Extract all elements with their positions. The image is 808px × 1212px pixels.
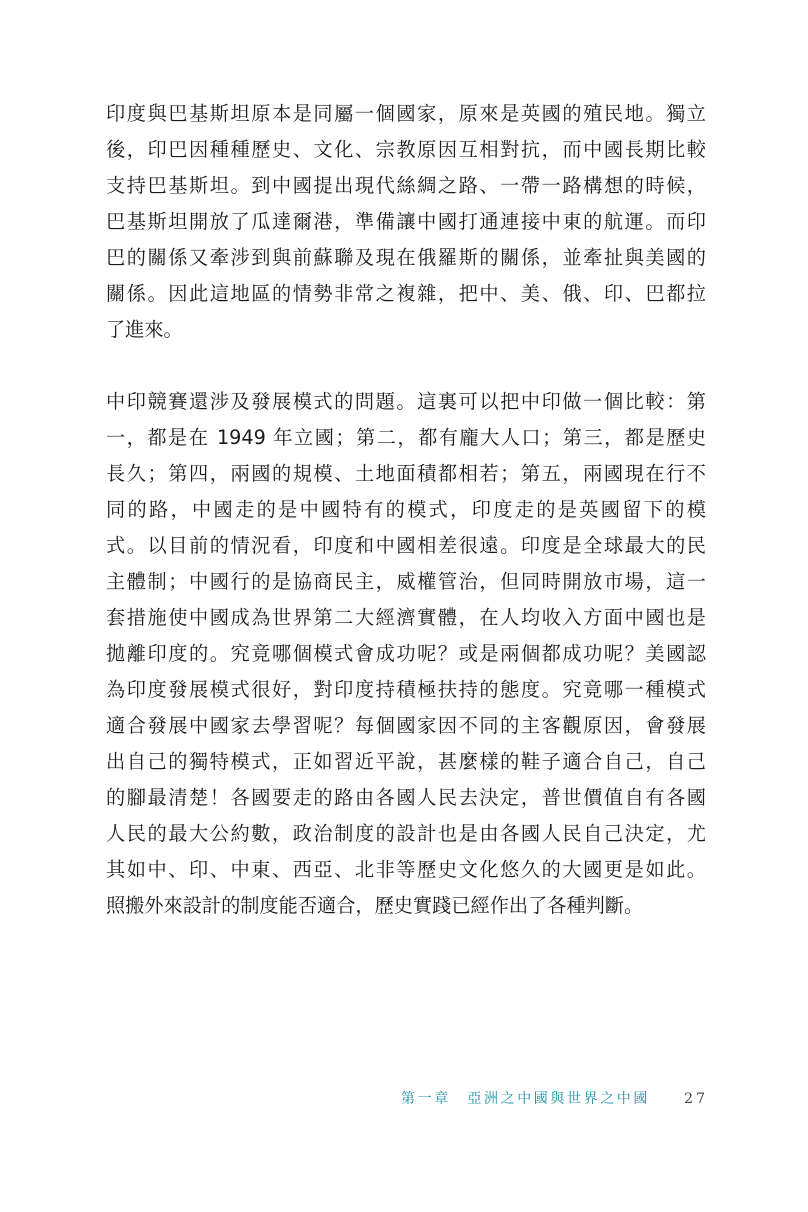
paragraph <box>106 96 706 348</box>
text-line: 中印競賽還涉及發展模式的問題。這裏可以把中印做一個比較：第 <box>106 390 706 413</box>
text-line: 為印度發展模式很好，對印度持積極扶持的態度。究竟哪一種模式 <box>106 678 706 701</box>
running-head: 第一章 亞洲之中國與世界之中國 <box>401 1091 650 1107</box>
text-line: 拋離印度的。究竟哪個模式會成功呢？或是兩個都成功呢？美國認 <box>106 642 706 665</box>
page-footer <box>0 1088 808 1110</box>
text-line: 套措施使中國成為世界第二大經濟實體，在人均收入方面中國也是 <box>106 606 706 629</box>
text-line: 一，都是在 1949 年立國；第二，都有龐大人口；第三，都是歷史 <box>106 426 706 449</box>
text-line: 支持巴基斯坦。到中國提出現代絲綢之路、一帶一路構想的時候， <box>106 174 706 197</box>
text-line: 照搬外來設計的制度能否適合，歷史實踐已經作出了各種判斷。 <box>106 894 644 917</box>
text-line: 人民的最大公約數，政治制度的設計也是由各國人民自己決定，尤 <box>106 822 706 845</box>
text-line: 後，印巴因種種歷史、文化、宗教原因互相對抗，而中國長期比較 <box>106 138 706 161</box>
text-line: 其如中、印、中東、西亞、北非等歷史文化悠久的大國更是如此。 <box>106 858 706 881</box>
paragraph <box>106 384 706 924</box>
text-line: 了進來。 <box>106 318 183 341</box>
text-line: 適合發展中國家去學習呢？每個國家因不同的主客觀原因，會發展 <box>106 714 706 737</box>
page-number: 27 <box>684 1091 708 1107</box>
body-text <box>106 96 706 924</box>
text-line: 巴基斯坦開放了瓜達爾港，準備讓中國打通連接中東的航運。而印 <box>106 210 706 233</box>
text-line: 出自己的獨特模式，正如習近平說，甚麼樣的鞋子適合自己，自己 <box>106 750 706 773</box>
text-line: 式。以目前的情況看，印度和中國相差很遠。印度是全球最大的民 <box>106 534 706 557</box>
text-line: 關係。因此這地區的情勢非常之複雜，把中、美、俄、印、巴都拉 <box>106 282 706 305</box>
text-line: 主體制；中國行的是協商民主，威權管治，但同時開放市場，這一 <box>106 570 706 593</box>
text-line: 巴的關係又牽涉到與前蘇聯及現在俄羅斯的關係，並牽扯與美國的 <box>106 246 706 269</box>
text-line: 長久；第四，兩國的規模、土地面積都相若；第五，兩國現在行不 <box>106 462 706 485</box>
text-line: 印度與巴基斯坦原本是同屬一個國家，原來是英國的殖民地。獨立 <box>106 102 706 125</box>
text-line: 的腳最清楚！各國要走的路由各國人民去決定，普世價值自有各國 <box>106 786 706 809</box>
text-line: 同的路，中國走的是中國特有的模式，印度走的是英國留下的模 <box>106 498 706 521</box>
